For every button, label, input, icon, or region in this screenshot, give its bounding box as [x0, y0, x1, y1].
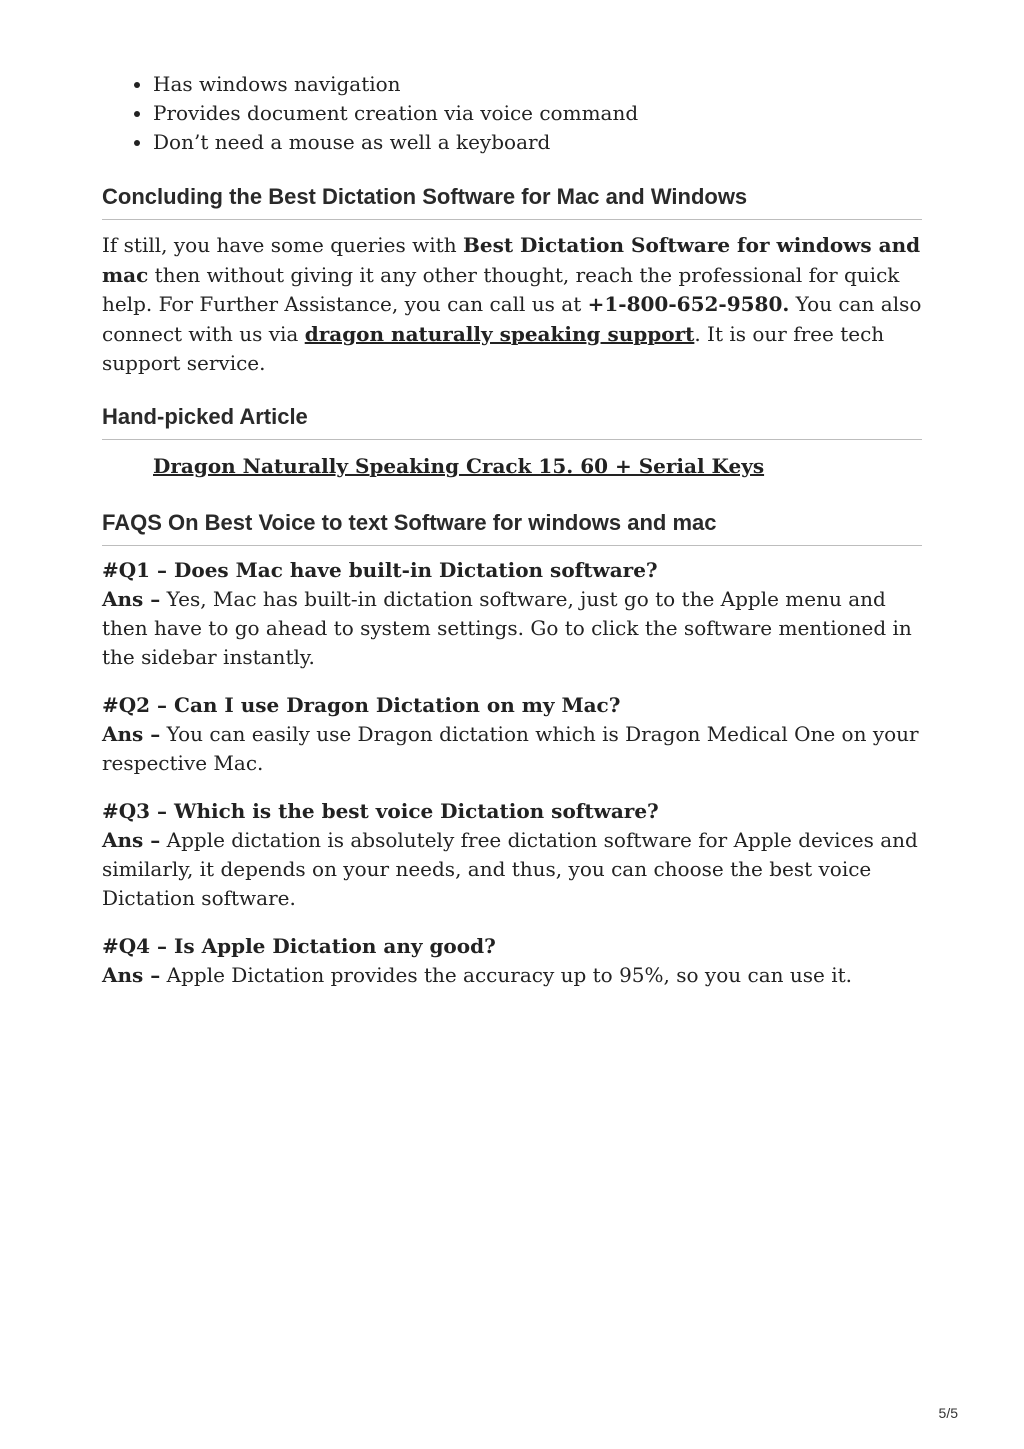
article-link[interactable]: Dragon Naturally Speaking Crack 15. 60 + Serial Keys [153, 453, 765, 478]
paragraph-text: If still, you have some queries with [102, 233, 463, 257]
faq-item [102, 932, 922, 990]
concluding-paragraph [102, 231, 922, 379]
list-item: • Provides document creation via voice command [153, 99, 922, 128]
answer-text: Apple Dictation provides the accuracy up to 95%, so you can use it. [160, 962, 852, 987]
document-page [102, 70, 922, 990]
answer-label: Ans – [102, 827, 161, 852]
support-link[interactable]: dragon naturally speaking support [304, 321, 695, 346]
list-item: • Don’t need a mouse as well a keyboard [153, 128, 922, 157]
phone-number: +1-800-652-9580. [587, 292, 790, 316]
faq-answer [102, 826, 922, 913]
handpicked-heading: Hand-picked Article [102, 403, 922, 440]
answer-label: Ans – [102, 586, 161, 611]
faq-question: #Q3 – Which is the best voice Dictation software? [102, 798, 659, 823]
faq-answer [102, 961, 922, 990]
feature-list [102, 70, 922, 157]
page-number: 5/5 [938, 1405, 958, 1421]
answer-text: You can easily use Dragon dictation which is Dragon Medical One on your respective Mac. [102, 721, 919, 775]
faq-answer [102, 585, 922, 672]
answer-label: Ans – [102, 721, 161, 746]
list-item: • Has windows navigation [153, 70, 922, 99]
concluding-heading: Concluding the Best Dictation Software for Mac and Windows [102, 183, 922, 220]
faq-answer [102, 720, 922, 778]
bold-phrase: Best Dictation Software for windows and mac [102, 233, 921, 287]
answer-text: Yes, Mac has built-in dictation software, just go to the Apple menu and then have to go ahead to system settings. Go to click the software mentioned in the sidebar instantly. [102, 586, 912, 669]
faq-item [102, 797, 922, 913]
answer-text: Apple dictation is absolutely free dictation software for Apple devices and similarly, it depends on your needs, and thus, you can choose the best voice Dictation software. [102, 827, 918, 910]
faq-question: #Q1 – Does Mac have built-in Dictation software? [102, 557, 658, 582]
faq-question: #Q4 – Is Apple Dictation any good? [102, 933, 496, 958]
faq-item [102, 556, 922, 672]
paragraph-text: . It is our free tech support service. [102, 321, 885, 375]
faq-question: #Q2 – Can I use Dragon Dictation on my Mac? [102, 692, 621, 717]
handpicked-article [153, 452, 922, 481]
faq-item [102, 691, 922, 778]
answer-label: Ans – [102, 962, 161, 987]
paragraph-text: then without giving it any other thought, reach the professional for quick help. For Further Assistance, you can call us at [102, 262, 900, 316]
faqs-heading: FAQS On Best Voice to text Software for windows and mac [102, 509, 922, 546]
paragraph-text: You can also connect with us via [102, 292, 922, 346]
